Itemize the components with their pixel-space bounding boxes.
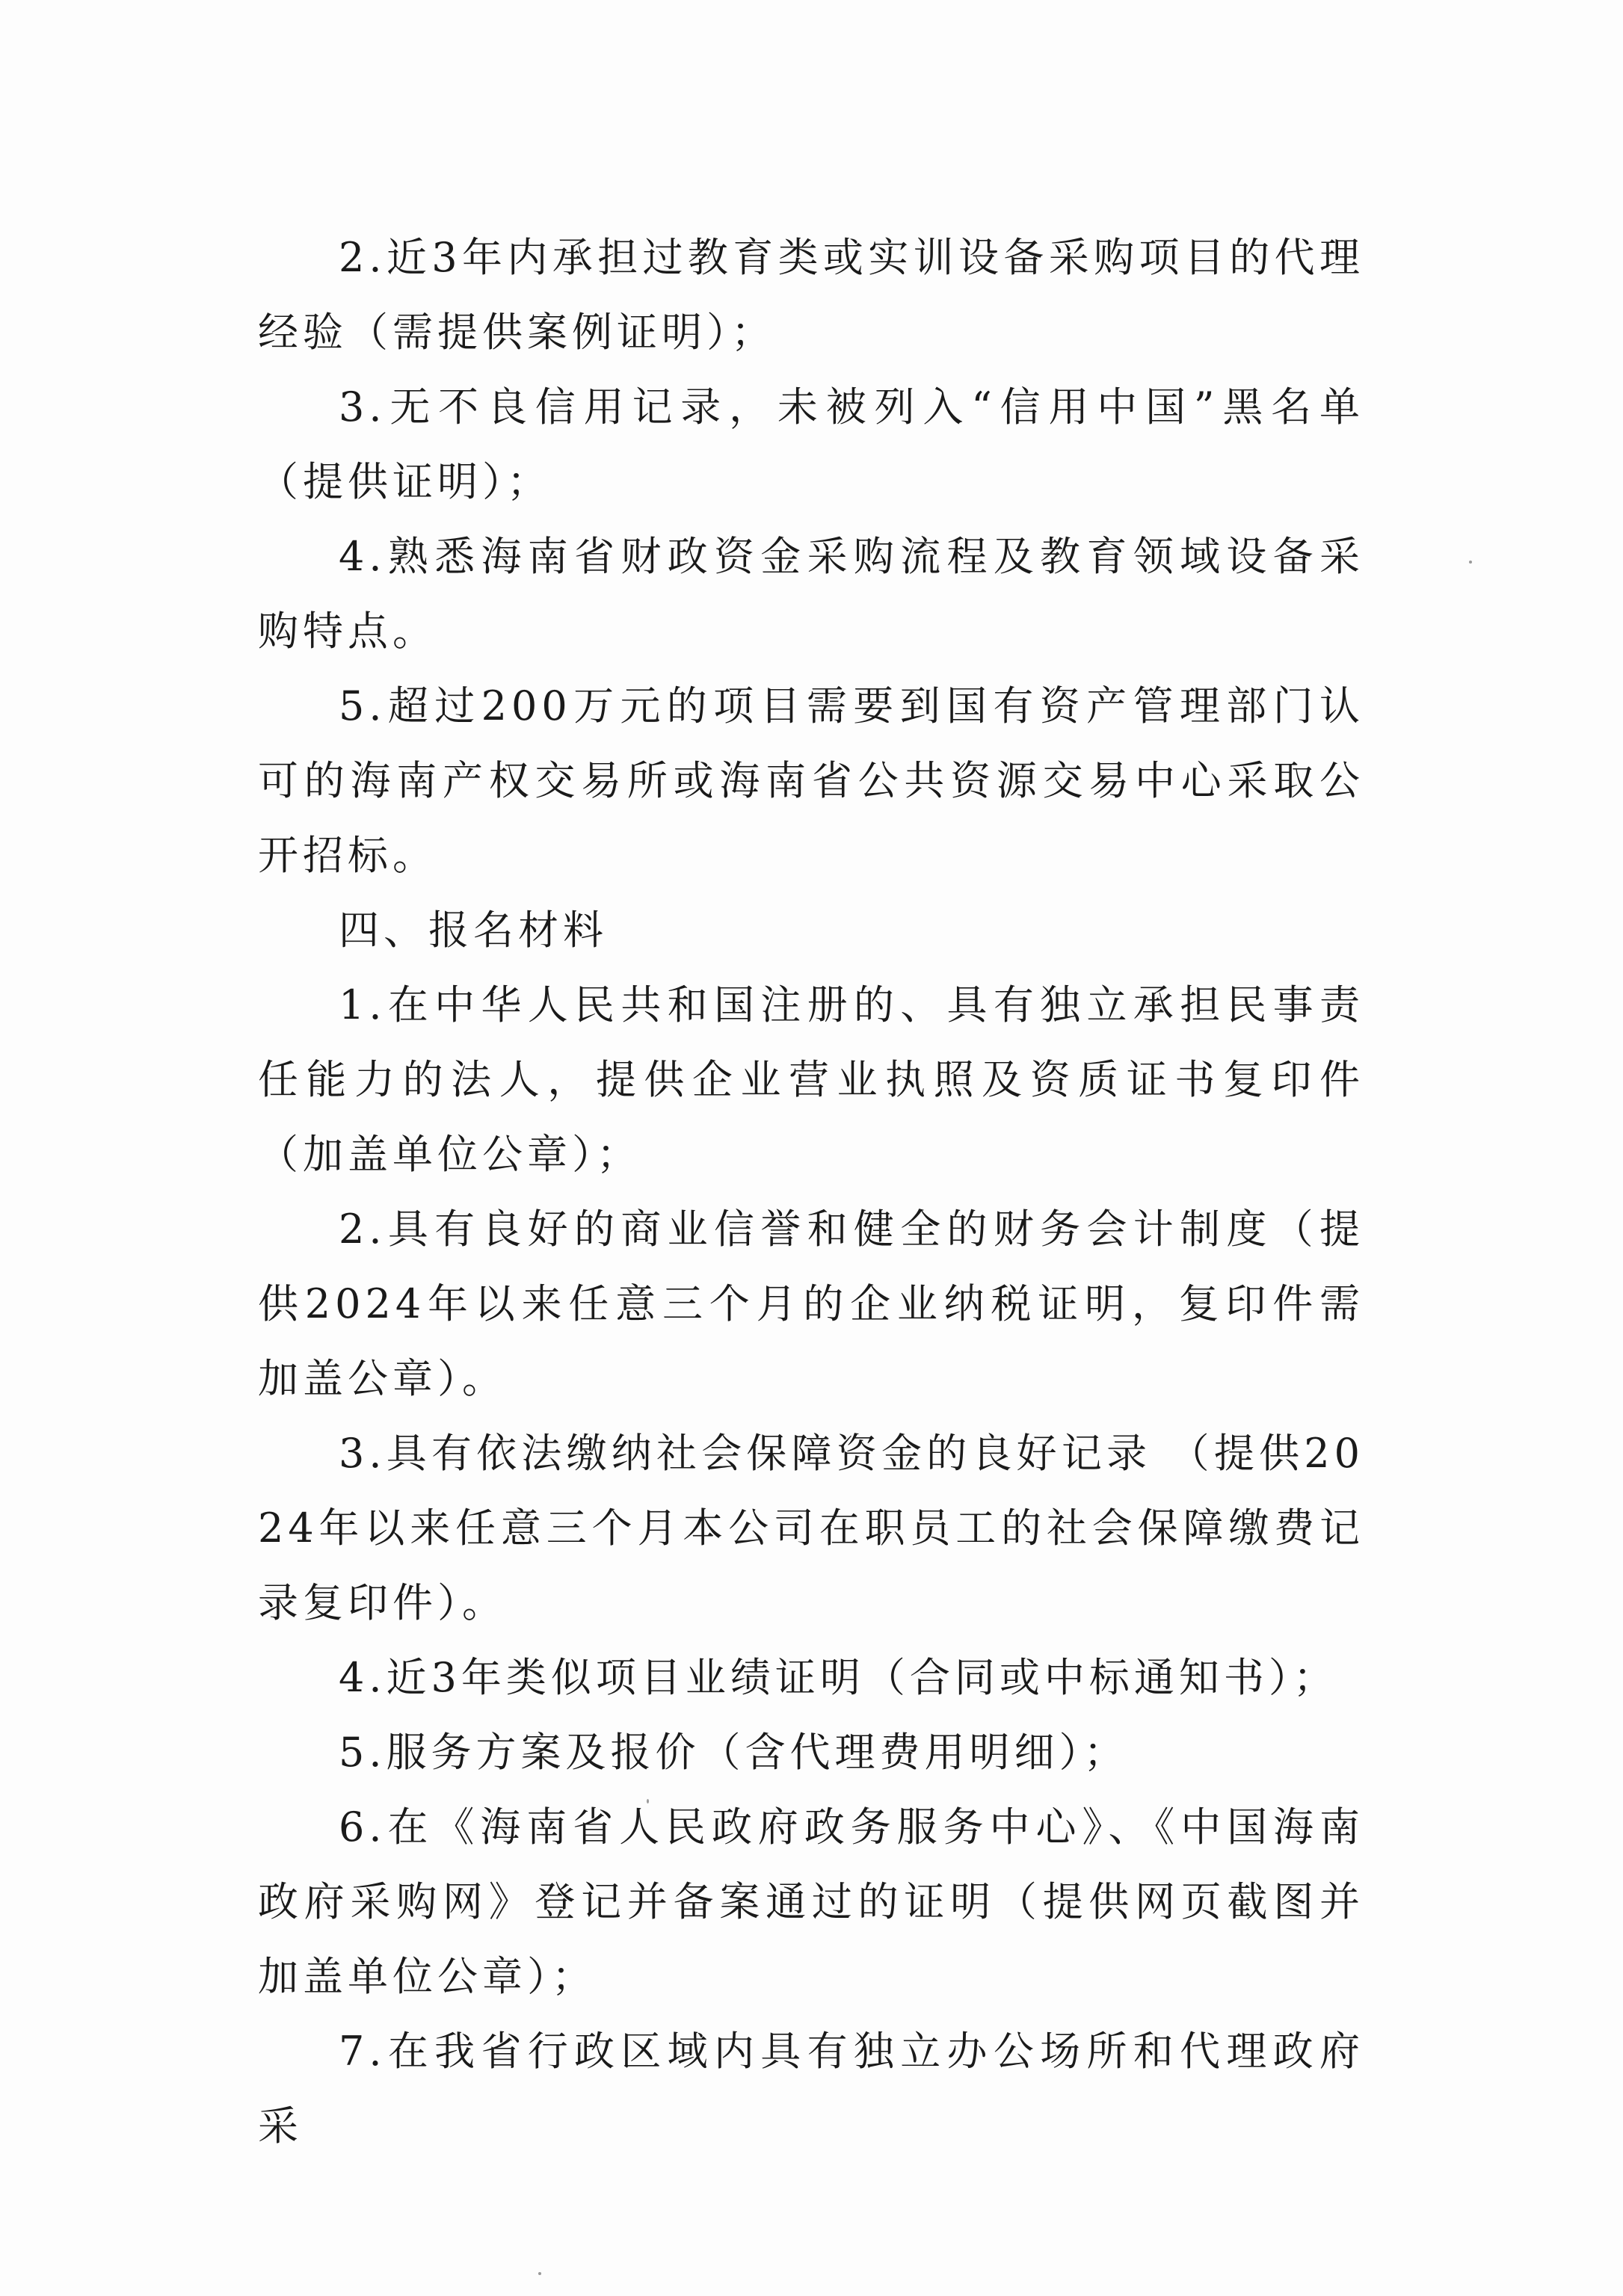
scan-speck xyxy=(538,2272,541,2275)
paragraph-item-4: 4.熟悉海南省财政资金采购流程及教育领域设备采购特点。 xyxy=(258,533,1364,655)
scan-speck xyxy=(1469,561,1472,564)
document-body xyxy=(258,220,1364,2164)
paragraph-item-2: 2.近3年内承担过教育类或实训设备采购项目的代理经验（需提供案例证明）； xyxy=(258,234,1364,356)
material-item-2: 2.具有良好的商业信誉和健全的财务会计制度（提供2024年以来任意三个月的企业纳税证明，复印件需加盖公章）。 xyxy=(258,1206,1364,1402)
scan-speck xyxy=(647,1799,649,1803)
paragraph-item-5: 5.超过200万元的项目需要到国有资产管理部门认可的海南产权交易所或海南省公共资源交易中心采取公开招标。 xyxy=(258,682,1364,879)
material-item-4: 4.近3年类似项目业绩证明（合同或中标通知书）； xyxy=(339,1654,1338,1701)
material-item-5: 5.服务方案及报价（含代理费用明细）； xyxy=(339,1729,1129,1776)
paragraph-item-3: 3.无不良信用记录，未被列入“信用中国”黑名单（提供证明）； xyxy=(258,383,1364,505)
material-item-3: 3.具有依法缴纳社会保障资金的良好记录 （提供2024年以来任意三个月本公司在职员工的社会保障缴费记录复印件）。 xyxy=(258,1430,1364,1626)
material-item-6: 6.在《海南省人民政府政务服务中心》、《中国海南政府采购网》登记并备案通过的证明（提供网页截图并加盖单位公章）； xyxy=(258,1803,1364,2000)
material-item-7: 7.在我省行政区域内具有独立办公场所和代理政府采 xyxy=(258,2028,1364,2150)
section-heading-registration-materials: 四、报名材料 xyxy=(339,907,608,954)
material-item-1: 1.在中华人民共和国注册的、具有独立承担民事责任能力的法人，提供企业营业执照及资质证书复印件（加盖单位公章）； xyxy=(258,981,1364,1178)
